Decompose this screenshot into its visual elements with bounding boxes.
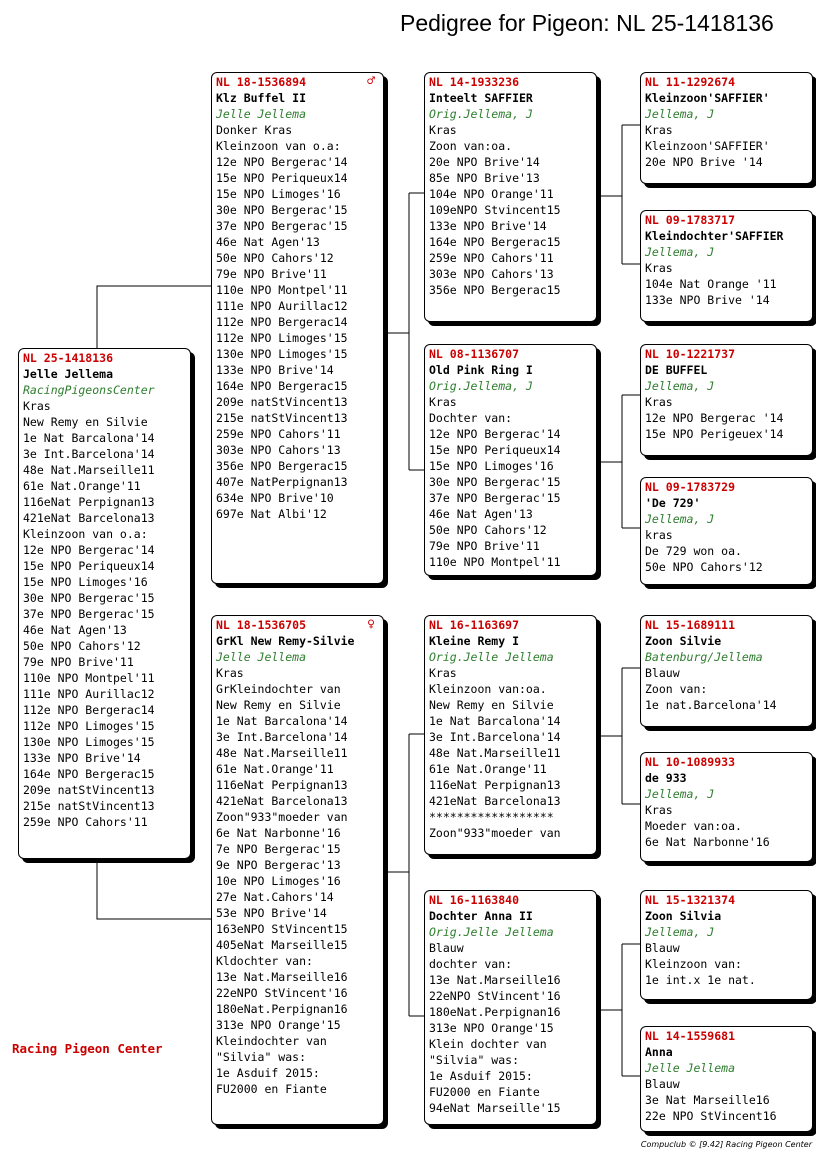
detail-line: Zoon van: <box>645 682 708 696</box>
detail-line: Klein dochter van <box>429 1037 547 1051</box>
detail-line: 9e NPO Bergerac'13 <box>216 858 341 872</box>
detail-line: 46e Nat Agen'13 <box>429 507 533 521</box>
pigeon-name: Anna <box>645 1045 673 1059</box>
ring-number: NL 18-1536705 <box>216 618 307 632</box>
breeder-name: Jellema, J <box>645 245 715 259</box>
detail-line: 12e NPO Bergerac'14 <box>216 155 348 169</box>
detail-line: 303e NPO Cahors'13 <box>429 267 554 281</box>
detail-line: 180eNat.Perpignan16 <box>429 1005 561 1019</box>
detail-line: 133e NPO Brive '14 <box>645 293 770 307</box>
breeder-name: RacingPigeonsCenter <box>23 383 155 397</box>
pigeon-details <box>645 394 808 442</box>
detail-line: Blauw <box>429 941 464 955</box>
detail-line: 104e Nat Orange '11 <box>645 277 777 291</box>
detail-line: 180eNat.Perpignan16 <box>216 1002 348 1016</box>
detail-line: 79e NPO Brive'11 <box>23 655 134 669</box>
detail-line: Kras <box>645 803 673 817</box>
detail-line: 1e Nat Barcalona'14 <box>23 431 155 445</box>
detail-line: 20e NPO Brive '14 <box>645 155 763 169</box>
breeder-name: Jellema, J <box>645 107 715 121</box>
detail-line: 46e Nat Agen'13 <box>216 235 320 249</box>
pigeon-details <box>429 940 592 1116</box>
detail-line: 259e NPO Cahors'11 <box>23 815 148 829</box>
ring-number: NL 10-1221737 <box>645 347 736 361</box>
detail-line: 112e NPO Bergerac14 <box>23 703 155 717</box>
detail-line: New Remy en Silvie <box>23 415 148 429</box>
software-credit: Compuclub © [9.42] Racing Pigeon Center <box>640 1140 812 1149</box>
detail-line: Kras <box>645 123 673 137</box>
pigeon-card-dds[interactable] <box>640 890 813 1000</box>
detail-line: 22eNPO StVincent'16 <box>216 986 348 1000</box>
detail-line: 61e Nat.Orange'11 <box>23 479 141 493</box>
pigeon-name: Dochter Anna II <box>429 909 533 923</box>
breeder-name: Jellema, J <box>645 925 715 939</box>
detail-line: 22eNPO StVincent'16 <box>429 989 561 1003</box>
detail-line: 12e NPO Bergerac'14 <box>429 427 561 441</box>
detail-line: 1e Asduif 2015: <box>216 1066 320 1080</box>
detail-line: 27e Nat.Cahors'14 <box>216 890 334 904</box>
breeder-name: Jelle Jellema <box>216 107 307 121</box>
detail-line: 110e NPO Montpel'11 <box>23 671 155 685</box>
ring-number: NL 16-1163697 <box>429 618 520 632</box>
detail-line: De 729 won oa. <box>645 544 742 558</box>
detail-line: 112e NPO Limoges'15 <box>23 719 155 733</box>
pigeon-name: Zoon Silvia <box>645 909 722 923</box>
detail-line: 15e NPO Periqueux14 <box>216 171 348 185</box>
breeder-name: Orig.Jelle Jellema <box>429 925 554 939</box>
detail-line: 53e NPO Brive'14 <box>216 906 327 920</box>
detail-line: 48e Nat.Marseille11 <box>23 463 155 477</box>
detail-line: 50e NPO Cahors'12 <box>216 251 334 265</box>
pigeon-card-sdd[interactable] <box>640 477 813 585</box>
detail-line: 6e Nat Narbonne'16 <box>645 835 770 849</box>
detail-line: 46e Nat Agen'13 <box>23 623 127 637</box>
pigeon-details <box>645 527 808 575</box>
pigeon-card-ddd[interactable] <box>640 1026 813 1132</box>
page-title: Pedigree for Pigeon: NL 25-1418136 <box>400 10 774 36</box>
detail-line: 163eNPO StVincent15 <box>216 922 348 936</box>
breeder-name: Orig.Jellema, J <box>429 107 533 121</box>
pigeon-details <box>645 260 808 308</box>
detail-line: 50e NPO Cahors'12 <box>645 560 763 574</box>
detail-line: Blauw <box>645 941 680 955</box>
detail-line: GrKleindochter van <box>216 682 341 696</box>
detail-line: 13e Nat.Marseille16 <box>216 970 348 984</box>
pigeon-card-subject[interactable] <box>18 348 191 859</box>
detail-line: 15e NPO Perigeuex'14 <box>645 427 784 441</box>
detail-line: Kleinzoon van:oa. <box>429 682 547 696</box>
detail-line: New Remy en Silvie <box>429 698 554 712</box>
pigeon-name: Kleine Remy I <box>429 634 520 648</box>
detail-line: 1e Asduif 2015: <box>429 1069 533 1083</box>
pigeon-name: Kleinzoon'SAFFIER' <box>645 91 770 105</box>
ring-number: NL 14-1559681 <box>645 1029 736 1043</box>
pigeon-card-sire-dam[interactable] <box>424 344 597 576</box>
pigeon-card-dam[interactable] <box>211 615 384 1125</box>
pigeon-details <box>429 122 592 298</box>
detail-line: 48e Nat.Marseille11 <box>216 746 348 760</box>
detail-line: Donker Kras <box>216 123 293 137</box>
pigeon-details <box>645 1076 808 1124</box>
detail-line: 116eNat Perpignan13 <box>216 778 348 792</box>
detail-line: Kleindochter van <box>216 1034 327 1048</box>
detail-line: 1e Nat Barcalona'14 <box>429 714 561 728</box>
detail-line: 111e NPO Aurillac12 <box>23 687 155 701</box>
brand-footer: Racing Pigeon Center <box>12 1041 163 1056</box>
ring-number: NL 15-1689111 <box>645 618 736 632</box>
detail-line: Moeder van:oa. <box>645 819 742 833</box>
detail-line: 1e Nat Barcalona'14 <box>216 714 348 728</box>
detail-line: FU2000 en Fiante <box>216 1082 327 1096</box>
detail-line: 37e NPO Bergerac'15 <box>23 607 155 621</box>
breeder-name: Jelle Jellema <box>645 1061 736 1075</box>
detail-line: Kras <box>645 395 673 409</box>
detail-line: 61e Nat.Orange'11 <box>429 762 547 776</box>
detail-line: Kras <box>429 395 457 409</box>
pigeon-card-sds[interactable] <box>640 344 813 456</box>
breeder-name: Jelle Jellema <box>216 650 307 664</box>
detail-line: 111e NPO Aurillac12 <box>216 299 348 313</box>
pigeon-name: Jelle Jellema <box>23 367 114 381</box>
breeder-name: Orig.Jellema, J <box>429 379 533 393</box>
pigeon-card-dss[interactable] <box>640 615 813 727</box>
detail-line: 303e NPO Cahors'13 <box>216 443 341 457</box>
detail-line: 356e NPO Bergerac15 <box>429 283 561 297</box>
detail-line: 356e NPO Bergerac15 <box>216 459 348 473</box>
pigeon-card-dam-sire[interactable] <box>424 615 597 855</box>
detail-line: ****************** <box>429 810 554 824</box>
pigeon-name: Klz Buffel II <box>216 91 307 105</box>
pigeon-details <box>429 665 592 841</box>
detail-line: Kleinzoon'SAFFIER' <box>645 139 770 153</box>
ring-number: NL 25-1418136 <box>23 351 114 365</box>
detail-line: 1e nat.Barcelona'14 <box>645 698 777 712</box>
detail-line: 85e NPO Brive'13 <box>429 171 540 185</box>
pigeon-details <box>645 802 808 850</box>
detail-line: 407e NatPerpignan13 <box>216 475 348 489</box>
detail-line: 79e NPO Brive'11 <box>429 539 540 553</box>
detail-line: FU2000 en Fiante <box>429 1085 540 1099</box>
detail-line: 15e NPO Limoges'16 <box>216 187 341 201</box>
detail-line: 405eNat Marseille15 <box>216 938 348 952</box>
detail-line: 6e Nat Narbonne'16 <box>216 826 341 840</box>
detail-line: 109eNPO Stvincent15 <box>429 203 561 217</box>
detail-line: 30e NPO Bergerac'15 <box>216 203 348 217</box>
detail-line: 15e NPO Periqueux14 <box>429 443 561 457</box>
breeder-name: Jellema, J <box>645 512 715 526</box>
detail-line: 15e NPO Periqueux14 <box>23 559 155 573</box>
ring-number: NL 14-1933236 <box>429 75 520 89</box>
pigeon-name: 'De 729' <box>645 496 701 510</box>
detail-line: 30e NPO Bergerac'15 <box>429 475 561 489</box>
detail-line: Blauw <box>645 1077 680 1091</box>
detail-line: 634e NPO Brive'10 <box>216 491 334 505</box>
detail-line: 94eNat Marseille'15 <box>429 1101 561 1115</box>
pigeon-card-dsd[interactable] <box>640 752 813 862</box>
detail-line: 112e NPO Bergerac14 <box>216 315 348 329</box>
detail-line: 164e NPO Bergerac15 <box>429 235 561 249</box>
detail-line: 133e NPO Brive'14 <box>23 751 141 765</box>
breeder-name: Orig.Jelle Jellema <box>429 650 554 664</box>
detail-line: Kldochter van: <box>216 954 313 968</box>
detail-line: 50e NPO Cahors'12 <box>23 639 141 653</box>
pigeon-card-ssd[interactable] <box>640 210 813 322</box>
detail-line: Zoon"933"moeder van <box>429 826 561 840</box>
pigeon-name: de 933 <box>645 771 687 785</box>
female-icon: ♀ <box>367 617 375 632</box>
pigeon-name: Kleindochter'SAFFIER <box>645 229 784 243</box>
detail-line: 215e natStVincent13 <box>216 411 348 425</box>
detail-line: Kras <box>216 666 244 680</box>
pigeon-card-sire[interactable] <box>211 72 384 584</box>
detail-line: 421eNat Barcelona13 <box>216 794 348 808</box>
detail-line: 133e NPO Brive'14 <box>216 363 334 377</box>
detail-line: 37e NPO Bergerac'15 <box>216 219 348 233</box>
detail-line: 313e NPO Orange'15 <box>429 1021 554 1035</box>
detail-line: 3e Int.Barcelona'14 <box>216 730 348 744</box>
detail-line: 110e NPO Montpel'11 <box>216 283 348 297</box>
detail-line: Kras <box>429 666 457 680</box>
detail-line: 15e NPO Limoges'16 <box>23 575 148 589</box>
pigeon-name: Old Pink Ring I <box>429 363 533 377</box>
detail-line: 61e Nat.Orange'11 <box>216 762 334 776</box>
pigeon-name: GrKl New Remy-Silvie <box>216 634 355 648</box>
detail-line: 15e NPO Limoges'16 <box>429 459 554 473</box>
detail-line: 164e NPO Bergerac15 <box>216 379 348 393</box>
detail-line: 104e NPO Orange'11 <box>429 187 554 201</box>
detail-line: Kleinzoon van: <box>645 957 742 971</box>
detail-line: Zoon van:oa. <box>429 139 513 153</box>
detail-line: 209e natStVincent13 <box>216 395 348 409</box>
detail-line: kras <box>645 528 673 542</box>
detail-line: 112e NPO Limoges'15 <box>216 331 348 345</box>
detail-line: 421eNat Barcelona13 <box>429 794 561 808</box>
pigeon-name: Zoon Silvie <box>645 634 722 648</box>
detail-line: 48e Nat.Marseille11 <box>429 746 561 760</box>
detail-line: 37e NPO Bergerac'15 <box>429 491 561 505</box>
detail-line: Kras <box>645 261 673 275</box>
ring-number: NL 11-1292674 <box>645 75 736 89</box>
detail-line: Blauw <box>645 666 680 680</box>
ring-number: NL 09-1783717 <box>645 213 736 227</box>
detail-line: 259e NPO Cahors'11 <box>429 251 554 265</box>
detail-line: 697e Nat Albi'12 <box>216 507 327 521</box>
detail-line: Dochter van: <box>429 411 513 425</box>
detail-line: 22e NPO StVincent16 <box>645 1109 777 1123</box>
pigeon-card-sire-sire[interactable] <box>424 72 597 322</box>
detail-line: 209e natStVincent13 <box>23 783 155 797</box>
detail-line: 421eNat Barcelona13 <box>23 511 155 525</box>
detail-line: 1e int.x 1e nat. <box>645 973 756 987</box>
detail-line: Zoon"933"moeder van <box>216 810 348 824</box>
detail-line: "Silvia" was: <box>429 1053 520 1067</box>
detail-line: 313e NPO Orange'15 <box>216 1018 341 1032</box>
pigeon-details <box>645 940 808 988</box>
detail-line: Kras <box>23 399 51 413</box>
detail-line: 259e NPO Cahors'11 <box>216 427 341 441</box>
detail-line: Kras <box>429 123 457 137</box>
ring-number: NL 08-1136707 <box>429 347 520 361</box>
detail-line: 130e NPO Limoges'15 <box>23 735 155 749</box>
detail-line: Kleinzoon van o.a: <box>23 527 148 541</box>
detail-line: 12e NPO Bergerac'14 <box>23 543 155 557</box>
ring-number: NL 18-1536894 <box>216 75 307 89</box>
ring-number: NL 09-1783729 <box>645 480 736 494</box>
detail-line: 164e NPO Bergerac15 <box>23 767 155 781</box>
detail-line: 110e NPO Montpel'11 <box>429 555 561 569</box>
pigeon-details <box>23 398 186 830</box>
detail-line: 30e NPO Bergerac'15 <box>23 591 155 605</box>
pigeon-card-sss[interactable] <box>640 72 813 184</box>
male-icon: ♂ <box>367 74 375 89</box>
detail-line: Kleinzoon van o.a: <box>216 139 341 153</box>
detail-line: dochter van: <box>429 957 513 971</box>
detail-line: 12e NPO Bergerac '14 <box>645 411 784 425</box>
detail-line: 116eNat Perpignan13 <box>429 778 561 792</box>
pigeon-name: DE BUFFEL <box>645 363 708 377</box>
detail-line: 79e NPO Brive'11 <box>216 267 327 281</box>
detail-line: 130e NPO Limoges'15 <box>216 347 348 361</box>
pigeon-details <box>429 394 592 570</box>
detail-line: New Remy en Silvie <box>216 698 341 712</box>
pigeon-details <box>216 665 379 1097</box>
ring-number: NL 10-1089933 <box>645 755 736 769</box>
detail-line: 20e NPO Brive'14 <box>429 155 540 169</box>
detail-line: 3e Int.Barcelona'14 <box>23 447 155 461</box>
detail-line: 116eNat Perpignan13 <box>23 495 155 509</box>
detail-line: 215e natStVincent13 <box>23 799 155 813</box>
ring-number: NL 15-1321374 <box>645 893 736 907</box>
breeder-name: Batenburg/Jellema <box>645 650 763 664</box>
detail-line: "Silvia" was: <box>216 1050 307 1064</box>
detail-line: 7e NPO Bergerac'15 <box>216 842 341 856</box>
pigeon-details <box>645 122 808 170</box>
breeder-name: Jellema, J <box>645 787 715 801</box>
detail-line: 10e NPO Limoges'16 <box>216 874 341 888</box>
pigeon-details <box>645 665 808 713</box>
detail-line: 50e NPO Cahors'12 <box>429 523 547 537</box>
pigeon-name: Inteelt SAFFIER <box>429 91 533 105</box>
detail-line: 13e Nat.Marseille16 <box>429 973 561 987</box>
breeder-name: Jellema, J <box>645 379 715 393</box>
pigeon-details <box>216 122 379 522</box>
detail-line: 3e Nat Marseille16 <box>645 1093 770 1107</box>
ring-number: NL 16-1163840 <box>429 893 520 907</box>
pigeon-card-dam-dam[interactable] <box>424 890 597 1125</box>
detail-line: 133e NPO Brive'14 <box>429 219 547 233</box>
detail-line: 3e Int.Barcelona'14 <box>429 730 561 744</box>
